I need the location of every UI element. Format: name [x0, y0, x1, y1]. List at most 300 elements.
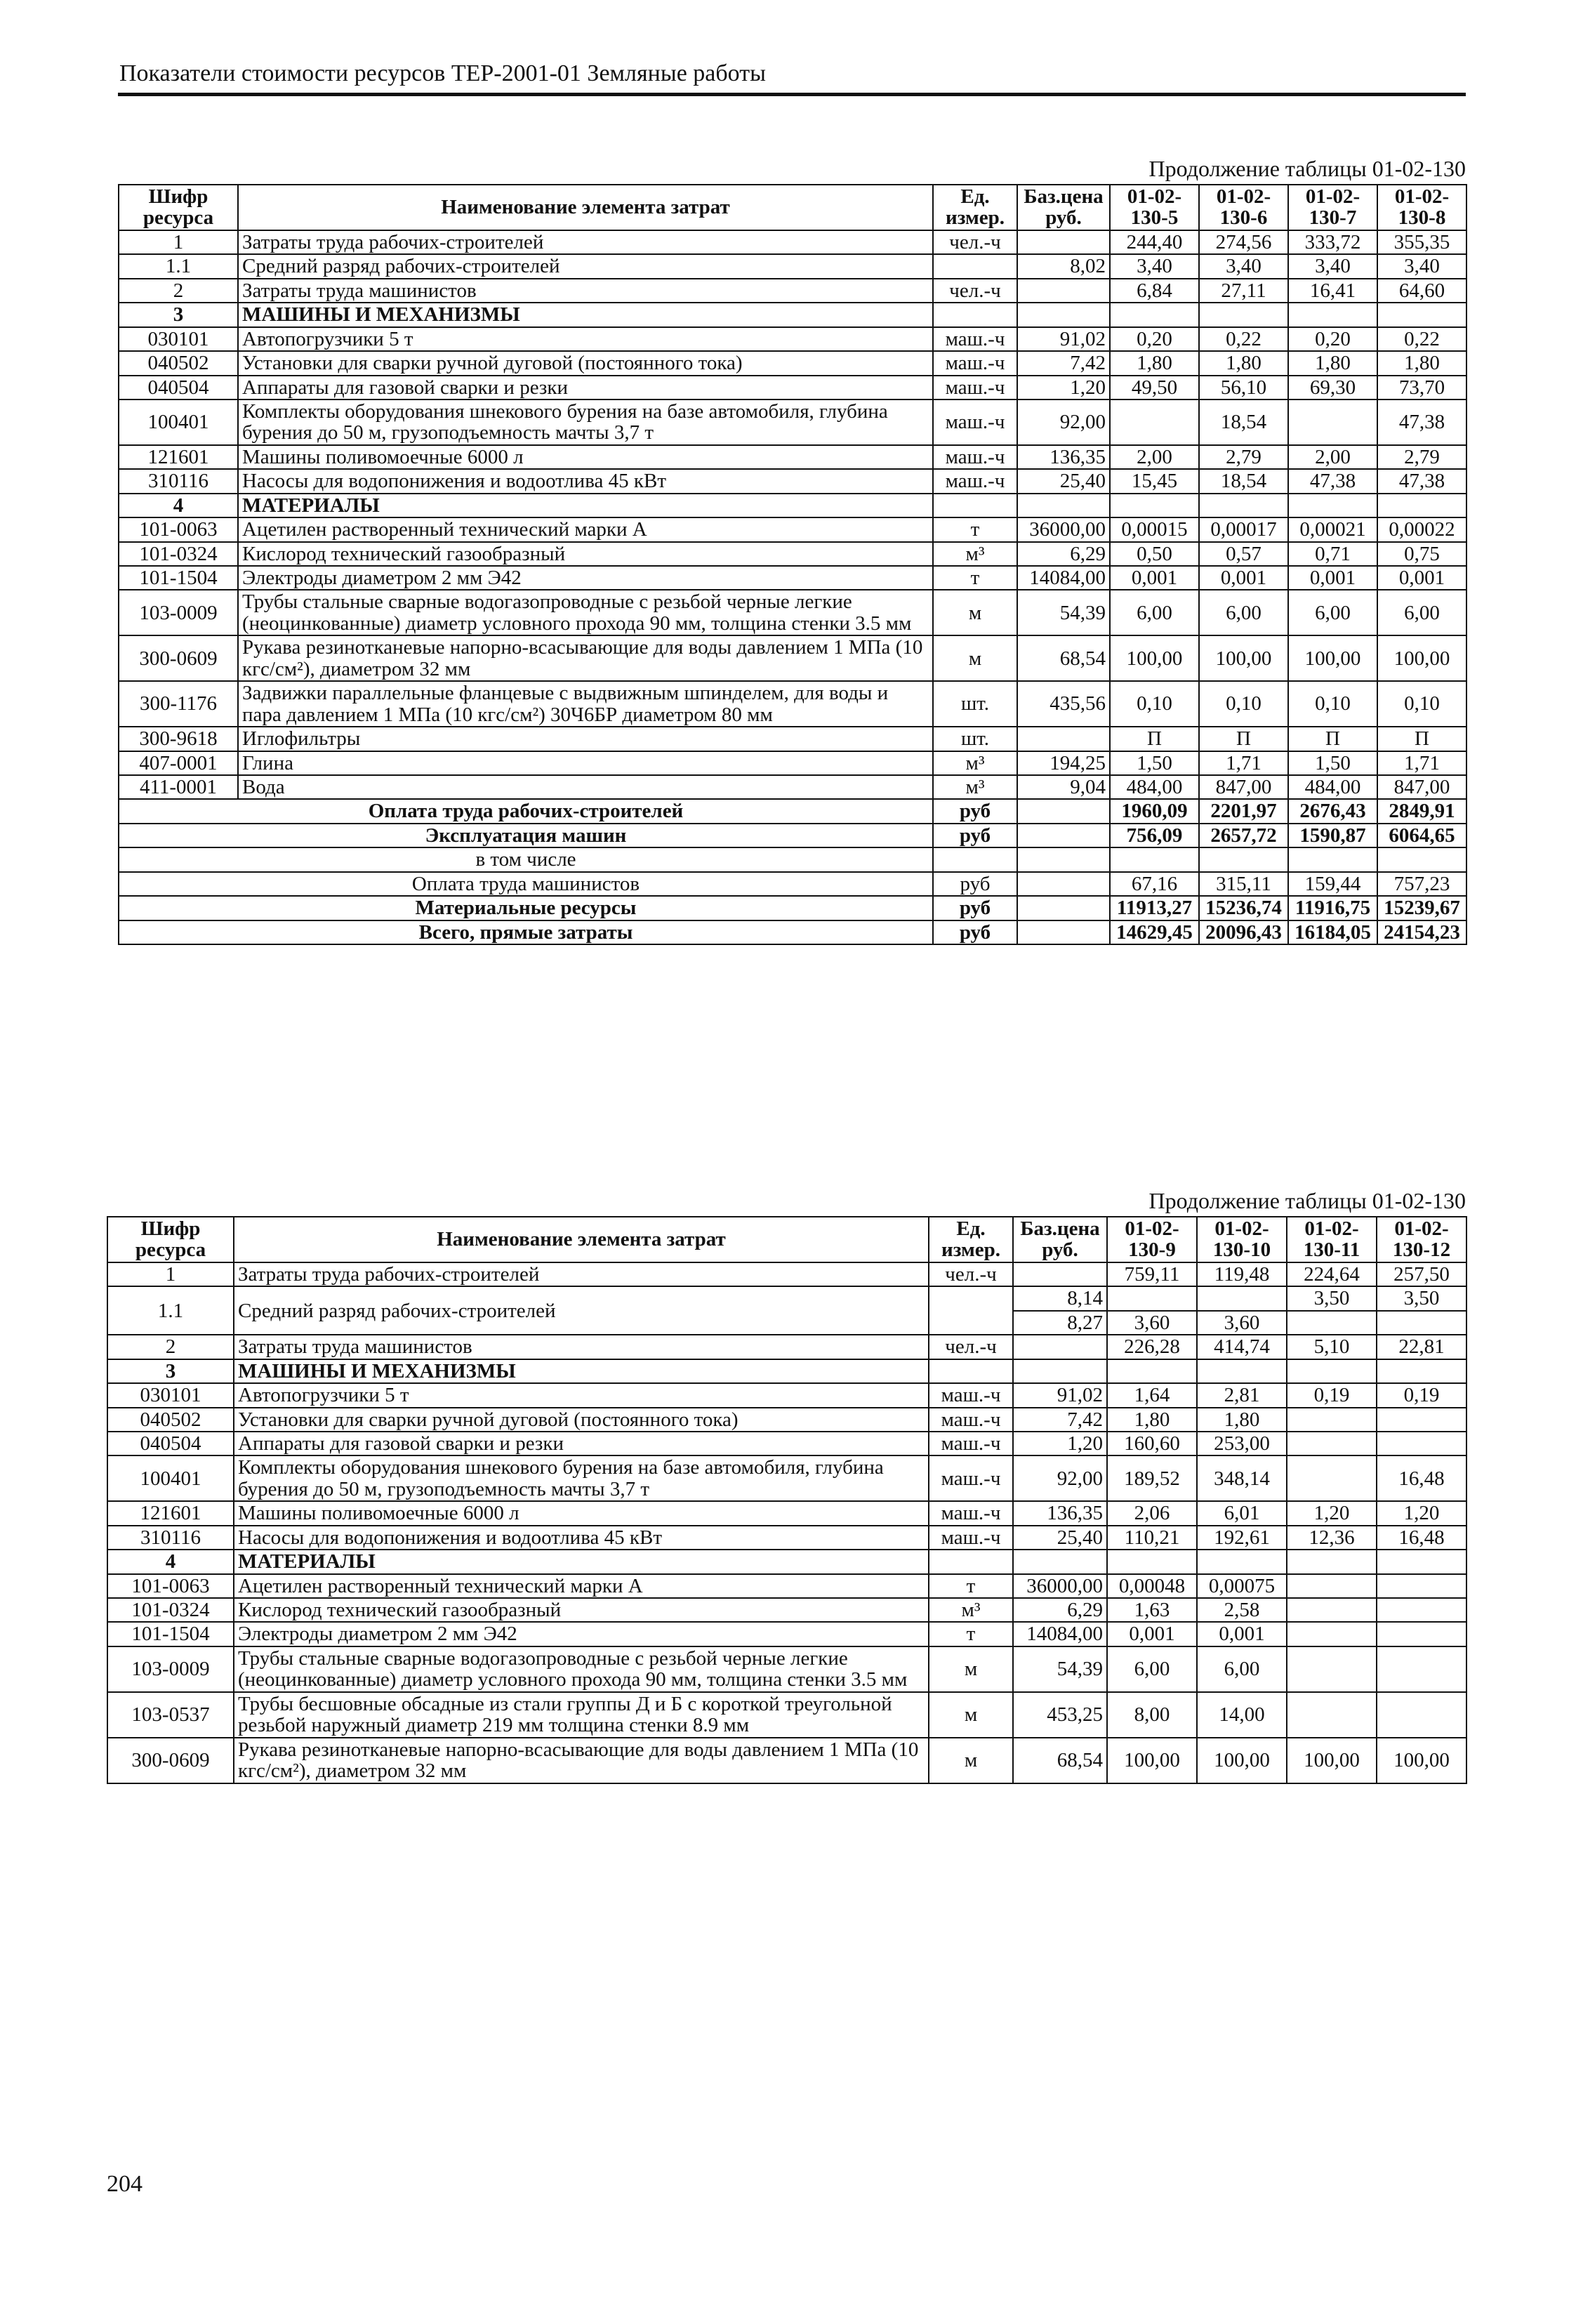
header-price: Баз.цена руб. [1017, 185, 1110, 230]
row-name: Комплекты оборудования шнекового бурения на базе автомобиля, глубина бурения до 50 м, грузоподъемность мачты 3,7 т [234, 1455, 929, 1501]
row-code: 1.1 [119, 254, 238, 278]
row-value [1107, 1359, 1197, 1383]
row-code: 310116 [119, 469, 238, 493]
row-value: 22,81 [1377, 1335, 1466, 1359]
row-price: 1,20 [1017, 376, 1110, 400]
row-value: 1960,09 [1110, 799, 1199, 823]
row-value: 0,001 [1110, 566, 1199, 590]
row-name: Иглофильтры [238, 727, 933, 751]
row-unit: чел.-ч [933, 279, 1017, 303]
row-name: Оплата труда рабочих-строителей [119, 799, 933, 823]
row-price [1017, 279, 1110, 303]
row-code: 101-0063 [119, 517, 238, 541]
row-name: Аппараты для газовой сварки и резки [238, 376, 933, 400]
row-code: 411-0001 [119, 775, 238, 799]
row-code: 4 [119, 494, 238, 517]
row-code: 101-0324 [119, 542, 238, 566]
row-unit: маш.-ч [933, 327, 1017, 351]
table-row [119, 230, 1466, 254]
row-code: 030101 [119, 327, 238, 351]
row-value: 110,21 [1107, 1526, 1197, 1550]
row-value: 224,64 [1287, 1262, 1377, 1286]
row-unit: м [929, 1646, 1013, 1692]
row-value: 2201,97 [1199, 799, 1288, 823]
table-row [119, 775, 1466, 799]
row-value: 756,09 [1110, 824, 1199, 847]
row-price: 8,27 [1013, 1311, 1107, 1335]
row-value: 1,71 [1377, 751, 1466, 775]
row-price [1013, 1262, 1107, 1286]
row-price: 8,02 [1017, 254, 1110, 278]
row-value: 160,60 [1107, 1432, 1197, 1455]
row-name: Затраты труда рабочих-строителей [238, 230, 933, 254]
row-name: Насосы для водопонижения и водоотлива 45 кВт [238, 469, 933, 493]
row-value: 414,74 [1197, 1335, 1287, 1359]
row-price: 6,29 [1017, 542, 1110, 566]
row-value: 67,16 [1110, 872, 1199, 896]
row-value: 348,14 [1197, 1455, 1287, 1501]
header-rule [118, 93, 1466, 96]
table-row [107, 1738, 1466, 1783]
row-value: 1,63 [1107, 1598, 1197, 1622]
row-price [1017, 727, 1110, 751]
row-unit: маш.-ч [929, 1408, 1013, 1432]
row-name: Электроды диаметром 2 мм Э42 [234, 1622, 929, 1646]
row-code: 407-0001 [119, 751, 238, 775]
row-value: 257,50 [1377, 1262, 1466, 1286]
header-row [119, 185, 1466, 230]
row-value [1199, 847, 1288, 871]
row-price [1017, 230, 1110, 254]
row-name: Трубы стальные сварные водогазопроводные с резьбой черные легкие (неоцинкованные) диаметр условного прохода 90 мм, толщина стенки 3.5 мм [234, 1646, 929, 1692]
row-value: 1,80 [1197, 1408, 1287, 1432]
page-header: Показатели стоимости ресурсов ТЕР-2001-01 Земляные работы [119, 60, 766, 86]
row-value: 226,28 [1107, 1335, 1197, 1359]
row-value: 6064,65 [1377, 824, 1466, 847]
row-value: 2,00 [1110, 445, 1199, 469]
row-value: 1,64 [1107, 1383, 1197, 1407]
row-price: 194,25 [1017, 751, 1110, 775]
row-value: П [1110, 727, 1199, 751]
row-name: Машины поливомоечные 6000 л [234, 1501, 929, 1525]
total-row [119, 920, 1466, 944]
row-price: 25,40 [1017, 469, 1110, 493]
row-value: 16,48 [1377, 1455, 1466, 1501]
row-value: 20096,43 [1199, 920, 1288, 944]
row-value: П [1288, 727, 1377, 751]
row-value: 2,81 [1197, 1383, 1287, 1407]
row-value: 253,00 [1197, 1432, 1287, 1455]
header-rate-column: 01-02-130-5 [1110, 185, 1199, 230]
table-row [119, 751, 1466, 775]
row-value: 0,71 [1288, 542, 1377, 566]
row-unit [933, 494, 1017, 517]
row-name: Затраты труда машинистов [238, 279, 933, 303]
row-name: Автопогрузчики 5 т [238, 327, 933, 351]
row-unit: маш.-ч [929, 1432, 1013, 1455]
row-unit: маш.-ч [929, 1455, 1013, 1501]
row-price [1017, 872, 1110, 896]
row-value [1377, 1646, 1466, 1692]
table-row [107, 1262, 1466, 1286]
row-value: 18,54 [1199, 400, 1288, 445]
row-unit: руб [933, 920, 1017, 944]
header-name: Наименование элемента затрат [238, 185, 933, 230]
row-unit: м [933, 635, 1017, 681]
row-code: 101-0063 [107, 1574, 234, 1598]
row-value [1377, 303, 1466, 326]
table-row [107, 1383, 1466, 1407]
row-value [1287, 1455, 1377, 1501]
header-code: Шифр ресурса [119, 185, 238, 230]
row-unit: маш.-ч [933, 445, 1017, 469]
row-value [1197, 1286, 1287, 1310]
row-value: 2,79 [1199, 445, 1288, 469]
row-value: 11913,27 [1110, 896, 1199, 920]
row-name: МАТЕРИАЛЫ [238, 494, 933, 517]
row-value: 189,52 [1107, 1455, 1197, 1501]
row-code: 3 [107, 1359, 234, 1383]
row-value: 274,56 [1199, 230, 1288, 254]
row-value: 0,00015 [1110, 517, 1199, 541]
row-name: Ацетилен растворенный технический марки А [238, 517, 933, 541]
row-unit: м [933, 590, 1017, 635]
row-value: 16184,05 [1288, 920, 1377, 944]
header-price: Баз.цена руб. [1013, 1217, 1107, 1262]
row-value [1377, 1622, 1466, 1646]
row-value [1287, 1622, 1377, 1646]
row-value: 0,19 [1287, 1383, 1377, 1407]
table-row [119, 566, 1466, 590]
row-value: 6,00 [1107, 1646, 1197, 1692]
table-row [119, 517, 1466, 541]
row-value [1287, 1408, 1377, 1432]
table-row [107, 1526, 1466, 1550]
table-row [119, 590, 1466, 635]
row-name: Автопогрузчики 5 т [234, 1383, 929, 1407]
row-value: 47,38 [1377, 400, 1466, 445]
row-value: 0,50 [1110, 542, 1199, 566]
table-row [107, 1598, 1466, 1622]
row-code: 3 [119, 303, 238, 326]
row-code: 101-1504 [119, 566, 238, 590]
row-value: 0,20 [1110, 327, 1199, 351]
row-price [1013, 1359, 1107, 1383]
row-value: 100,00 [1287, 1738, 1377, 1783]
row-code: 040502 [107, 1408, 234, 1432]
row-value: 6,00 [1288, 590, 1377, 635]
row-value: 100,00 [1377, 1738, 1466, 1783]
table-row [107, 1501, 1466, 1525]
row-name: Установки для сварки ручной дуговой (постоянного тока) [238, 351, 933, 375]
row-price: 435,56 [1017, 681, 1110, 727]
row-name: Всего, прямые затраты [119, 920, 933, 944]
row-value [1377, 1598, 1466, 1622]
row-name: Насосы для водопонижения и водоотлива 45 кВт [234, 1526, 929, 1550]
row-price [1017, 920, 1110, 944]
row-price: 91,02 [1013, 1383, 1107, 1407]
row-price: 14084,00 [1017, 566, 1110, 590]
row-value [1287, 1550, 1377, 1573]
row-value [1287, 1598, 1377, 1622]
row-value [1199, 494, 1288, 517]
row-value [1110, 494, 1199, 517]
row-name: Установки для сварки ручной дуговой (постоянного тока) [234, 1408, 929, 1432]
row-unit: т [933, 517, 1017, 541]
row-value [1287, 1359, 1377, 1383]
header-row [107, 1217, 1466, 1262]
row-unit: шт. [933, 727, 1017, 751]
row-unit: маш.-ч [929, 1526, 1013, 1550]
row-value [1288, 494, 1377, 517]
row-unit [929, 1359, 1013, 1383]
row-code: 040502 [119, 351, 238, 375]
row-value: 6,00 [1110, 590, 1199, 635]
row-name: Материальные ресурсы [119, 896, 933, 920]
row-price: 92,00 [1017, 400, 1110, 445]
row-value: П [1199, 727, 1288, 751]
row-code: 300-9618 [119, 727, 238, 751]
table-continuation-caption: Продолжение таблицы 01-02-130 [1148, 156, 1466, 181]
row-value: 15239,67 [1377, 896, 1466, 920]
header-rate-column: 01-02-130-8 [1377, 185, 1466, 230]
subtotal-row [119, 847, 1466, 871]
row-value: 3,40 [1199, 254, 1288, 278]
row-unit [933, 254, 1017, 278]
row-unit: м [929, 1692, 1013, 1738]
table-row [119, 376, 1466, 400]
row-value [1288, 847, 1377, 871]
row-value: 1,50 [1110, 751, 1199, 775]
total-row [119, 824, 1466, 847]
row-value [1107, 1550, 1197, 1573]
row-value: 1,80 [1288, 351, 1377, 375]
section-row [107, 1550, 1466, 1573]
row-value: 16,48 [1377, 1526, 1466, 1550]
row-price: 14084,00 [1013, 1622, 1107, 1646]
table-row [119, 351, 1466, 375]
row-unit: т [933, 566, 1017, 590]
row-value: 355,35 [1377, 230, 1466, 254]
row-value [1377, 1311, 1466, 1335]
table-row [119, 445, 1466, 469]
table-row [119, 635, 1466, 681]
row-value: 0,19 [1377, 1383, 1466, 1407]
row-value: 759,11 [1107, 1262, 1197, 1286]
row-price: 25,40 [1013, 1526, 1107, 1550]
row-value: 100,00 [1107, 1738, 1197, 1783]
row-value [1287, 1692, 1377, 1738]
row-value: 24154,23 [1377, 920, 1466, 944]
row-value: 0,20 [1288, 327, 1377, 351]
table-row [119, 327, 1466, 351]
row-name: Затраты труда машинистов [234, 1335, 929, 1359]
row-value [1110, 303, 1199, 326]
row-value: 1,71 [1199, 751, 1288, 775]
row-code: 040504 [119, 376, 238, 400]
header-unit: Ед. измер. [929, 1217, 1013, 1262]
header-unit: Ед. измер. [933, 185, 1017, 230]
row-value: 2657,72 [1199, 824, 1288, 847]
row-code: 100401 [119, 400, 238, 445]
row-value: 47,38 [1377, 469, 1466, 493]
row-unit: маш.-ч [929, 1383, 1013, 1407]
row-value: 15236,74 [1199, 896, 1288, 920]
row-value: 484,00 [1110, 775, 1199, 799]
row-value: 2,06 [1107, 1501, 1197, 1525]
row-value: 0,75 [1377, 542, 1466, 566]
row-value: 0,001 [1199, 566, 1288, 590]
row-value [1110, 847, 1199, 871]
row-value [1377, 494, 1466, 517]
row-code: 1 [119, 230, 238, 254]
row-code: 040504 [107, 1432, 234, 1455]
row-value: 18,54 [1199, 469, 1288, 493]
row-name: Рукава резинотканевые напорно-всасывающие для воды давлением 1 МПа (10 кгс/см²), диаметром 32 мм [238, 635, 933, 681]
row-value: 6,84 [1110, 279, 1199, 303]
row-code: 101-1504 [107, 1622, 234, 1646]
header-rate-column: 01-02-130-7 [1288, 185, 1377, 230]
row-code: 1 [107, 1262, 234, 1286]
row-value: 0,10 [1110, 681, 1199, 727]
row-value [1288, 400, 1377, 445]
table-row [119, 254, 1466, 278]
row-price [1013, 1335, 1107, 1359]
row-unit: м³ [929, 1598, 1013, 1622]
row-code: 101-0324 [107, 1598, 234, 1622]
row-code: 030101 [107, 1383, 234, 1407]
page-number: 204 [107, 2171, 143, 2197]
row-value [1197, 1359, 1287, 1383]
table-row [119, 400, 1466, 445]
row-code: 103-0009 [119, 590, 238, 635]
row-value [1377, 1359, 1466, 1383]
table-row [107, 1455, 1466, 1501]
row-value: 100,00 [1199, 635, 1288, 681]
row-unit [929, 1550, 1013, 1573]
row-value [1377, 1408, 1466, 1432]
row-value: 5,10 [1287, 1335, 1377, 1359]
row-value: 315,11 [1199, 872, 1288, 896]
row-name: Эксплуатация машин [119, 824, 933, 847]
row-price [1017, 494, 1110, 517]
row-price: 7,42 [1013, 1408, 1107, 1432]
row-value: 1590,87 [1288, 824, 1377, 847]
row-name: Кислород технический газообразный [238, 542, 933, 566]
row-value: 0,00017 [1199, 517, 1288, 541]
row-value: 1,80 [1377, 351, 1466, 375]
row-name: Электроды диаметром 2 мм Э42 [238, 566, 933, 590]
header-name: Наименование элемента затрат [234, 1217, 929, 1262]
row-value: 0,001 [1197, 1622, 1287, 1646]
row-price [1013, 1550, 1107, 1573]
table-row [107, 1574, 1466, 1598]
row-name: Трубы стальные сварные водогазопроводные с резьбой черные легкие (неоцинкованные) диаметр условного прохода 90 мм, толщина стенки 3.5 мм [238, 590, 933, 635]
table-row [119, 542, 1466, 566]
row-value: 3,50 [1377, 1286, 1466, 1310]
row-unit: т [929, 1622, 1013, 1646]
row-name: Средний разряд рабочих-строителей [238, 254, 933, 278]
row-value [1287, 1432, 1377, 1455]
row-name: Комплекты оборудования шнекового бурения на базе автомобиля, глубина бурения до 50 м, грузоподъемность мачты 3,7 т [238, 400, 933, 445]
row-price: 1,20 [1013, 1432, 1107, 1455]
header-rate-column: 01-02-130-10 [1197, 1217, 1287, 1262]
section-row [119, 303, 1466, 326]
row-value: 3,50 [1287, 1286, 1377, 1310]
row-price [1017, 824, 1110, 847]
row-name: Оплата труда машинистов [119, 872, 933, 896]
row-value: 100,00 [1377, 635, 1466, 681]
row-price: 54,39 [1013, 1646, 1107, 1692]
row-price: 136,35 [1013, 1501, 1107, 1525]
section-row [107, 1359, 1466, 1383]
table-row [107, 1408, 1466, 1432]
row-value: 100,00 [1110, 635, 1199, 681]
row-value: 12,36 [1287, 1526, 1377, 1550]
row-value: 6,00 [1377, 590, 1466, 635]
row-name: МАШИНЫ И МЕХАНИЗМЫ [234, 1359, 929, 1383]
row-unit: маш.-ч [929, 1501, 1013, 1525]
row-price: 6,29 [1013, 1598, 1107, 1622]
row-value: 3,60 [1107, 1311, 1197, 1335]
row-value: 49,50 [1110, 376, 1199, 400]
row-name: Глина [238, 751, 933, 775]
row-code: 1.1 [107, 1286, 234, 1335]
row-unit: м³ [933, 751, 1017, 775]
row-value: 6,01 [1197, 1501, 1287, 1525]
row-value [1287, 1646, 1377, 1692]
row-name: Аппараты для газовой сварки и резки [234, 1432, 929, 1455]
row-value: 0,57 [1199, 542, 1288, 566]
row-name: Задвижки параллельные фланцевые с выдвижным шпинделем, для воды и пара давлением 1 МПа (10 кгс/см²) 30Ч6БР диаметром 80 мм [238, 681, 933, 727]
row-value: 757,23 [1377, 872, 1466, 896]
row-unit: маш.-ч [933, 376, 1017, 400]
row-unit: маш.-ч [933, 351, 1017, 375]
row-value: 0,10 [1199, 681, 1288, 727]
row-code: 121601 [107, 1501, 234, 1525]
row-unit: руб [933, 872, 1017, 896]
table-row [119, 727, 1466, 751]
row-unit: чел.-ч [929, 1335, 1013, 1359]
row-value: 3,60 [1197, 1311, 1287, 1335]
row-unit: м³ [933, 775, 1017, 799]
header-code: Шифр ресурса [107, 1217, 234, 1262]
row-name: МАШИНЫ И МЕХАНИЗМЫ [238, 303, 933, 326]
row-value: 2849,91 [1377, 799, 1466, 823]
row-value: 159,44 [1288, 872, 1377, 896]
row-value [1107, 1286, 1197, 1310]
row-price: 7,42 [1017, 351, 1110, 375]
row-price: 36000,00 [1013, 1574, 1107, 1598]
row-value: 484,00 [1288, 775, 1377, 799]
row-name: Машины поливомоечные 6000 л [238, 445, 933, 469]
row-name: Средний разряд рабочих-строителей [234, 1286, 929, 1335]
row-price: 9,04 [1017, 775, 1110, 799]
row-value: 0,00021 [1288, 517, 1377, 541]
total-row [119, 799, 1466, 823]
row-value: 0,22 [1199, 327, 1288, 351]
row-value: 2,58 [1197, 1598, 1287, 1622]
table-continuation-caption: Продолжение таблицы 01-02-130 [1148, 1188, 1466, 1213]
row-value [1377, 847, 1466, 871]
row-value: 192,61 [1197, 1526, 1287, 1550]
row-name: Вода [238, 775, 933, 799]
row-unit: т [929, 1574, 1013, 1598]
row-value [1110, 400, 1199, 445]
row-value [1377, 1692, 1466, 1738]
row-value: 15,45 [1110, 469, 1199, 493]
row-value: 69,30 [1288, 376, 1377, 400]
